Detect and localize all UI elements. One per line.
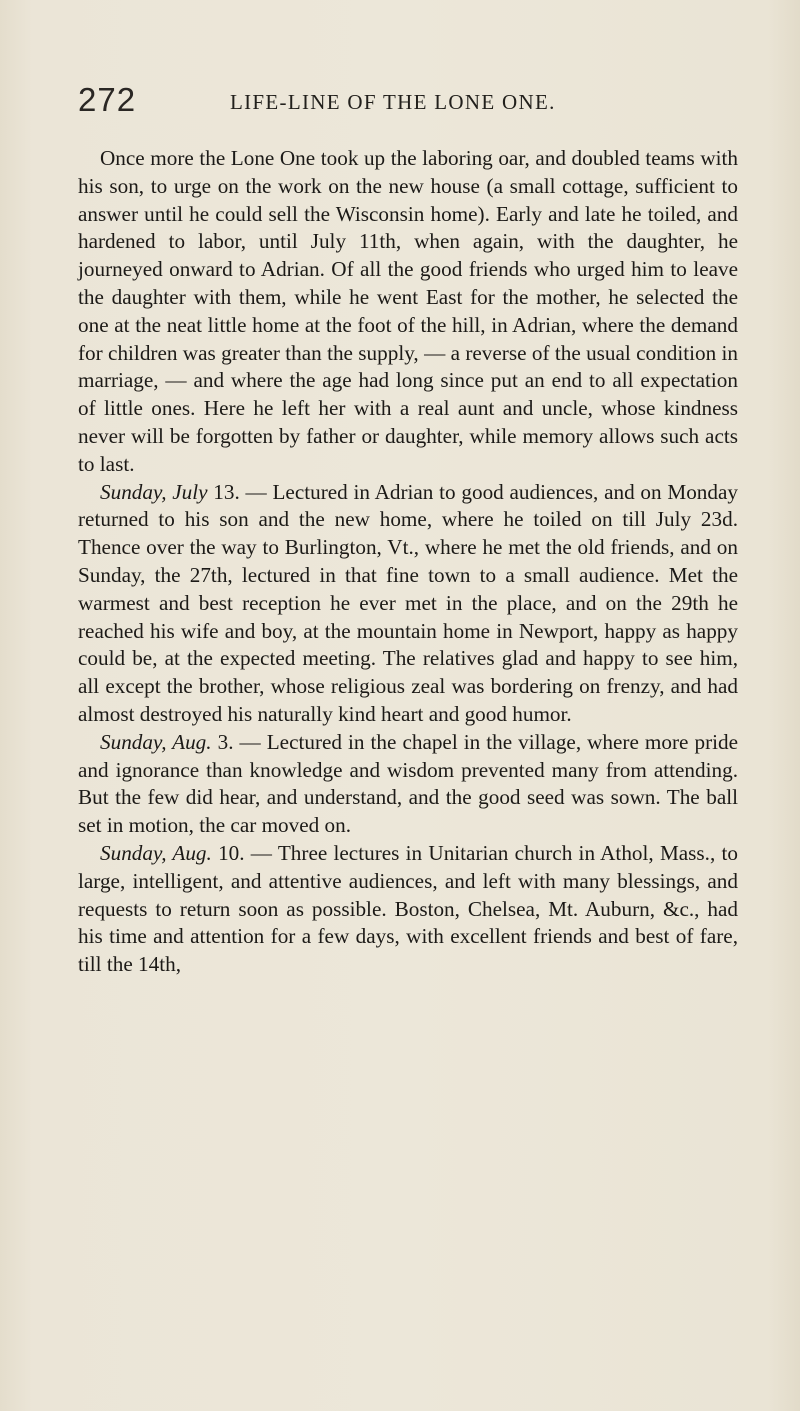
paragraph-date: Sunday, July <box>100 479 208 504</box>
paragraph-date: Sunday, Aug. <box>100 729 212 754</box>
paragraph <box>78 479 738 729</box>
paragraph <box>78 729 738 840</box>
body-text <box>78 145 738 979</box>
paragraph-date: Sunday, Aug. <box>100 840 212 865</box>
page-header <box>78 80 738 120</box>
page-number: 272 <box>78 81 137 118</box>
paragraph-text: 13. — Lectured in Adrian to good audiences, and on Monday returned to his son and the new home, where he toiled on till July 23d. Thence over the way to Burlington, Vt., where he met the old friends, and on Sunday, the 27th, lectured in that fine town to a small audience. Met the warmest and best reception he ever met in the place, and on the 29th he reached his wife and boy, at the mountain home in Newport, happy as happy could be, at the expected meeting. The relatives glad and happy to see him, all except the brother, whose religious zeal was bordering on frenzy, and had almost destroyed his naturally kind heart and good humor. <box>78 479 738 726</box>
running-head: LIFE-LINE OF THE LONE ONE. <box>230 90 556 114</box>
paragraph-text: 3. — Lectured in the chapel in the village, where more pride and ignorance than knowledge and wisdom prevented many from attending. But the few did hear, and understand, and the good seed was sown. The ball set in motion, the car moved on. <box>78 729 739 838</box>
paragraph <box>78 145 738 479</box>
paragraph-text: Once more the Lone One took up the laboring oar, and doubled teams with his son, to urge on the work on the new house (a small cottage, sufficient to answer until he could sell the Wisconsin home). Early and late he toiled, and hardened to labor, until July 11th, when again, with the daughter, he journeyed onward to Adrian. Of all the good friends who urged him to leave the daughter with them, while he went East for the mother, he selected the one at the neat little home at the foot of the hill, in Adrian, where the demand for children was greater than the supply, — a reverse of the usual condition in marriage, — and where the age had long since put an end to all expectation of little ones. Here he left her with a real aunt and uncle, whose kindness never will be forgotten by father or daughter, while memory allows such acts to last. <box>78 146 738 476</box>
paragraph-text: 10. — Three lectures in Unitarian church in Athol, Mass., to large, intelligent, and attentive audiences, and left with many blessings, and requests to return soon as possible. Boston, Chelsea, Mt. Auburn, &c., had his time and attention for a few days, with excellent friends and best of fare, till the 14th, <box>78 840 739 977</box>
paragraph <box>78 840 738 979</box>
